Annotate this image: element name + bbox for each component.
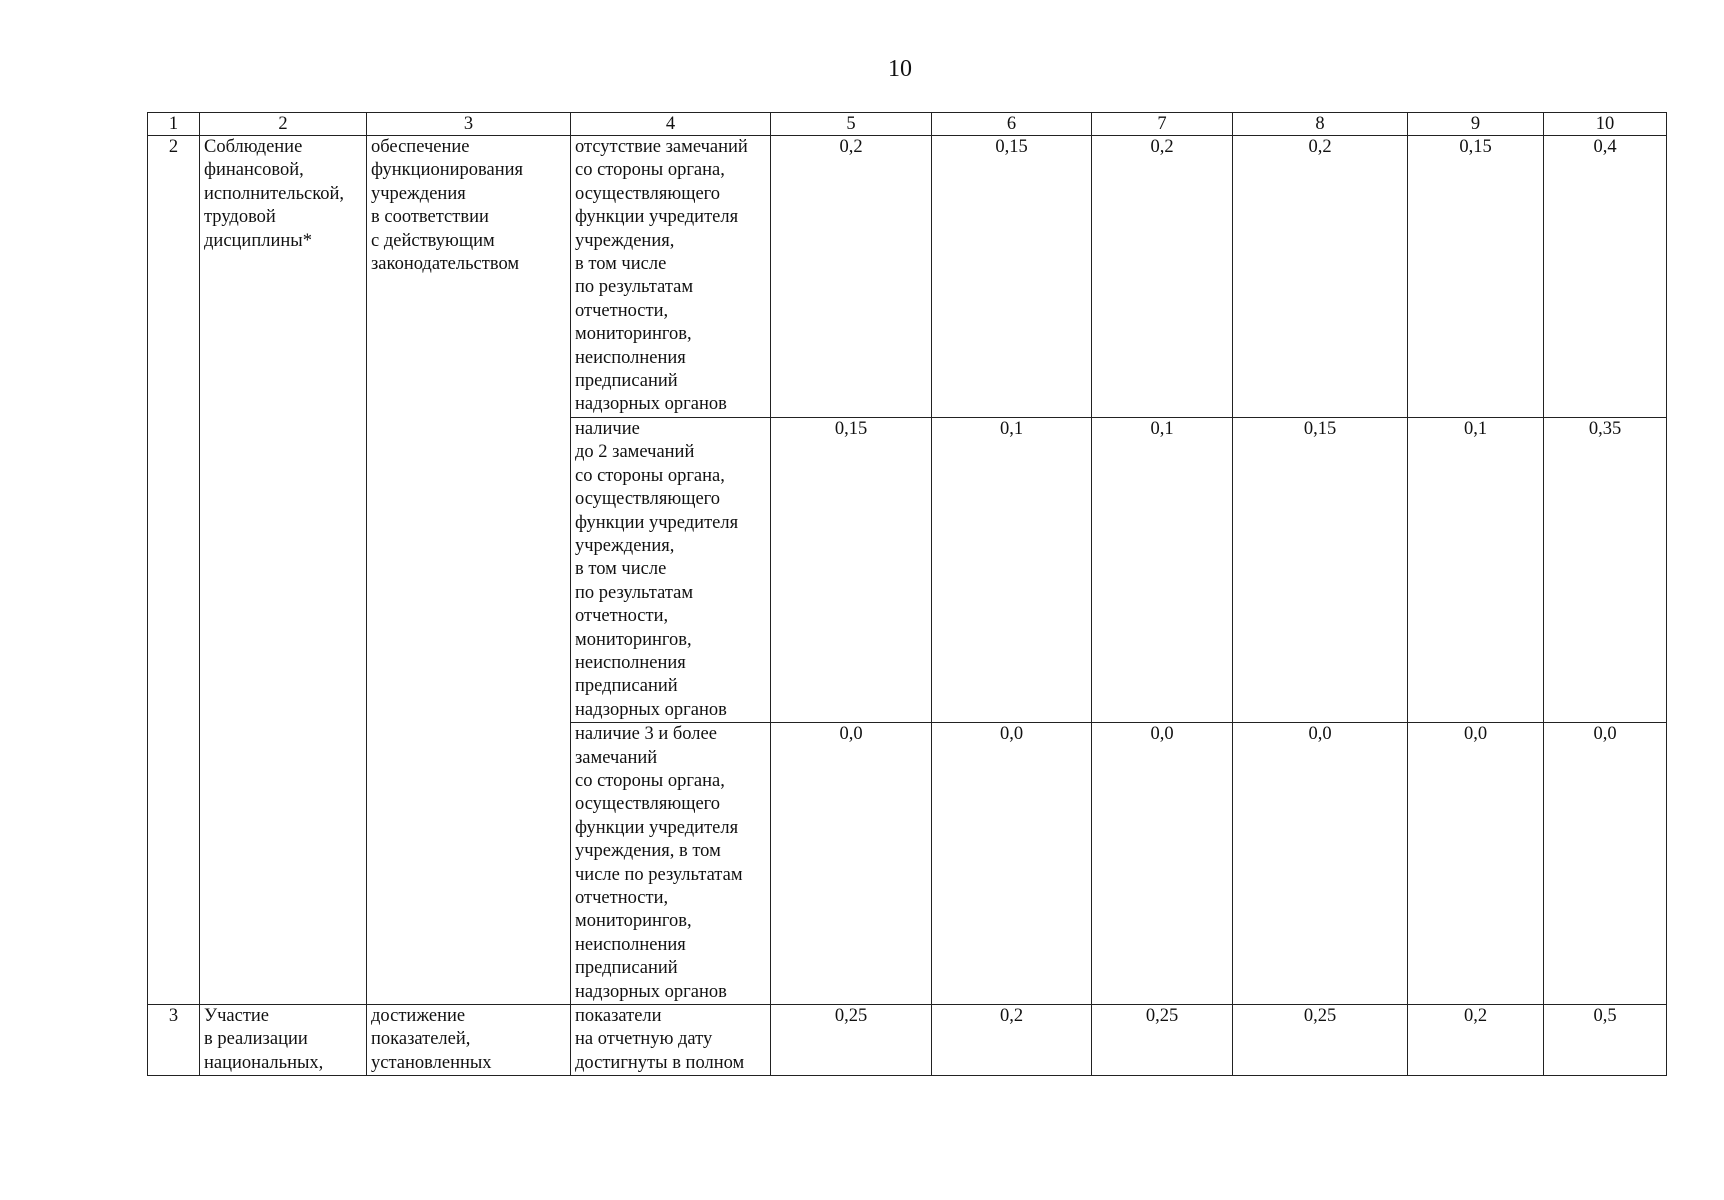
table-row [148,136,1667,418]
criterion-text-line: законодательством [371,254,520,275]
condition-text-line: числе по результатам [575,864,743,885]
indicator-name [200,136,367,1005]
criterion-text-line: достижение [371,1006,466,1027]
condition-text-line: неисполнения [575,934,686,955]
condition-text-line: показатели [575,1006,662,1027]
condition-text-line: неисполнения [575,347,686,368]
condition-text-line: мониторингов, [575,324,692,345]
condition-text-line: по результатам [575,582,694,603]
score-value-col-5: 0,15 [771,417,932,722]
condition-text [571,417,771,722]
condition-text-line: отчетности, [575,606,669,627]
condition-text-line: на отчетную дату [575,1029,713,1050]
condition-text-line: со стороны органа, [575,770,725,791]
column-number-4: 4 [571,113,771,136]
column-number-6: 6 [932,113,1092,136]
condition-text-line: в том числе [575,559,667,580]
indicator-name [200,1005,367,1076]
condition-text-line: наличие [575,418,640,439]
criterion-text-line: функционирования [371,160,524,181]
condition-text-line: предписаний [575,958,678,979]
score-value-col-8: 0,15 [1233,417,1408,722]
score-value-col-9: 0,1 [1408,417,1544,722]
criterion-text-line: учреждения [371,183,466,204]
score-value-col-7: 0,0 [1092,723,1233,1005]
indicator-name-line: национальных, [204,1052,324,1073]
score-value-col-5: 0,25 [771,1005,932,1076]
condition-text-line: осуществляющего [575,489,721,510]
column-number-5: 5 [771,113,932,136]
criterion-text-line: установленных [371,1052,492,1073]
condition-text-line: мониторингов, [575,629,692,650]
condition-text-line: со стороны органа, [575,465,725,486]
score-value-col-8: 0,0 [1233,723,1408,1005]
condition-text-line: учреждения, [575,535,675,556]
row-number: 2 [148,136,200,1005]
condition-text-line: предписаний [575,676,678,697]
indicator-name-line: Участие [204,1006,270,1027]
criterion-text-line: в соответствии [371,207,489,228]
column-number-3: 3 [367,113,571,136]
score-value-col-6: 0,0 [932,723,1092,1005]
score-value-col-10: 0,4 [1544,136,1667,418]
condition-text-line: отчетности, [575,888,669,908]
criterion-text-line: с действующим [371,230,495,251]
condition-text-line: со стороны органа, [575,160,725,181]
condition-text-line: отчетности, [575,300,669,321]
condition-text-line: надзорных органов [575,394,727,415]
column-number-1: 1 [148,113,200,136]
condition-text-line: учреждения, [575,230,675,251]
score-value-col-7: 0,25 [1092,1005,1233,1076]
condition-text [571,723,771,1005]
condition-text-line: в том числе [575,254,667,275]
condition-text-line: осуществляющего [575,183,721,204]
indicator-name-line: финансовой, [204,160,304,181]
indicator-name-line: трудовой [204,207,276,228]
condition-text-line: отсутствие замечаний [575,137,748,157]
score-value-col-8: 0,2 [1233,136,1408,418]
score-value-col-6: 0,15 [932,136,1092,418]
score-value-col-10: 0,0 [1544,723,1667,1005]
criterion-text-line: обеспечение [371,137,470,157]
score-value-col-7: 0,2 [1092,136,1233,418]
condition-text-line: надзорных органов [575,699,727,720]
column-number-row [148,113,1667,136]
score-value-col-6: 0,2 [932,1005,1092,1076]
column-number-9: 9 [1408,113,1544,136]
condition-text-line: функции учредителя [575,207,739,228]
condition-text-line: наличие 3 и более [575,724,717,745]
criteria-table [147,112,1667,1076]
criterion-text [367,136,571,1005]
condition-text-line: мониторингов, [575,911,692,932]
condition-text-line: до 2 замечаний [575,442,695,463]
score-value-col-6: 0,1 [932,417,1092,722]
column-number-10: 10 [1544,113,1667,136]
condition-text-line: учреждения, в том [575,841,721,862]
condition-text-line: замечаний [575,747,658,768]
condition-text-line: функции учредителя [575,817,739,838]
score-value-col-5: 0,2 [771,136,932,418]
indicator-name-line: Соблюдение [204,137,303,157]
table-row [148,1005,1667,1076]
indicator-name-line: дисциплины* [204,230,312,251]
condition-text-line: достигнуты в полном [575,1052,745,1073]
column-number-7: 7 [1092,113,1233,136]
score-value-col-5: 0,0 [771,723,932,1005]
score-value-col-10: 0,35 [1544,417,1667,722]
condition-text-line: функции учредителя [575,512,739,533]
row-number: 3 [148,1005,200,1076]
indicator-name-line: в реализации [204,1029,308,1050]
criterion-text [367,1005,571,1076]
condition-text-line: по результатам [575,277,694,298]
condition-text-line: осуществляющего [575,794,721,815]
score-value-col-7: 0,1 [1092,417,1233,722]
indicator-name-line: исполнительской, [204,183,345,204]
condition-text [571,136,771,418]
criterion-text-line: показателей, [371,1029,471,1050]
condition-text-line: предписаний [575,371,678,392]
condition-text-line: неисполнения [575,652,686,673]
column-number-2: 2 [200,113,367,136]
score-value-col-9: 0,0 [1408,723,1544,1005]
condition-text [571,1005,771,1076]
score-value-col-9: 0,15 [1408,136,1544,418]
column-number-8: 8 [1233,113,1408,136]
condition-text-line: надзорных органов [575,981,727,1002]
score-value-col-8: 0,25 [1233,1005,1408,1076]
page-number: 10 [888,56,912,82]
score-value-col-10: 0,5 [1544,1005,1667,1076]
score-value-col-9: 0,2 [1408,1005,1544,1076]
